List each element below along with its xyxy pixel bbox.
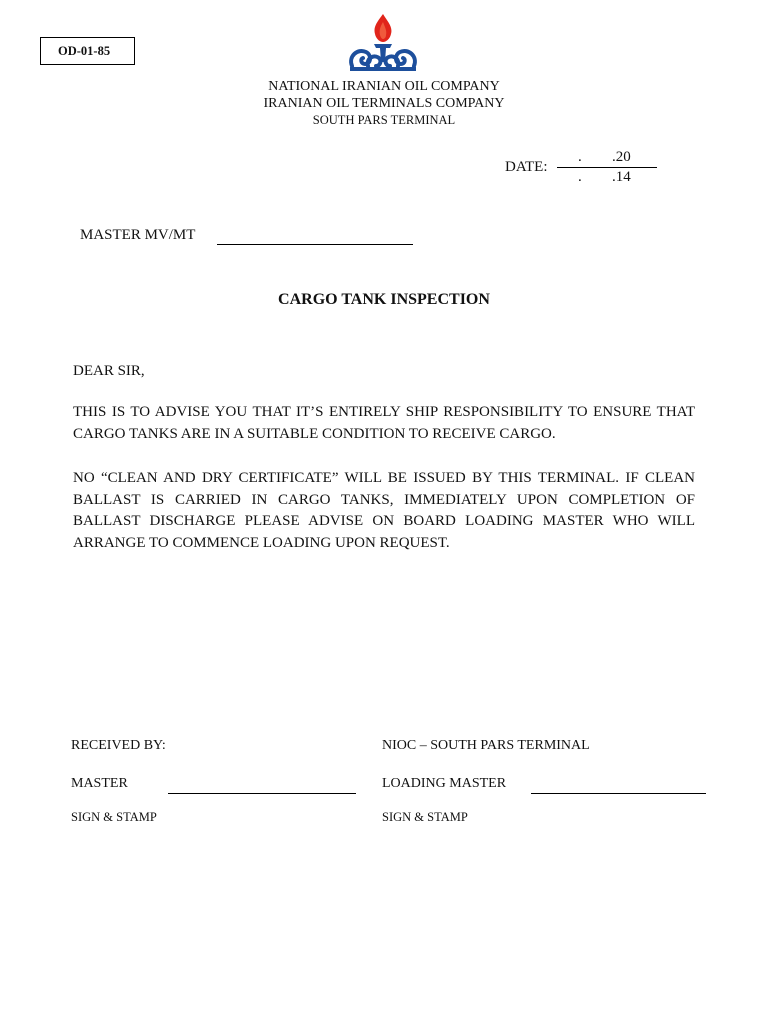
subsidiary-name: IRANIAN OIL TERMINALS COMPANY bbox=[263, 96, 505, 111]
company-name: NATIONAL IRANIAN OIL COMPANY bbox=[268, 79, 500, 94]
date-bottom-value: .14 bbox=[612, 169, 631, 185]
master-vessel-field[interactable] bbox=[217, 244, 413, 245]
terminal-signature-heading: NIOC – SOUTH PARS TERMINAL bbox=[382, 738, 590, 753]
form-code: OD-01-85 bbox=[40, 37, 135, 65]
loading-master-signature-field[interactable] bbox=[531, 793, 706, 794]
date-top-value: .20 bbox=[612, 149, 631, 165]
date-divider bbox=[557, 167, 657, 168]
master-sign-stamp-note: SIGN & STAMP bbox=[71, 810, 157, 824]
body-paragraph-2: NO “CLEAN AND DRY CERTIFICATE” WILL BE ISSUED BY THIS TERMINAL. IF CLEAN BALLAST IS CARRIED IN CARGO TANKS, IMMEDIATELY UPON COMPLETION OF BALLAST DISCHARGE PLEASE ADVISE ON BOARD LOADING MASTER WHO WILL ARRANGE TO COMMENCE LOADING UPON REQUEST. bbox=[73, 470, 695, 551]
date-label: DATE: bbox=[505, 159, 548, 175]
master-signature-field[interactable] bbox=[168, 793, 356, 794]
terminal-name: SOUTH PARS TERMINAL bbox=[312, 113, 456, 127]
body-paragraph-1: THIS IS TO ADVISE YOU THAT IT’S ENTIRELY SHIP RESPONSIBILITY TO ENSURE THAT CARGO TANKS ARE IN A SUITABLE CONDITION TO RECEIVE CARGO. bbox=[73, 404, 695, 442]
document-title: CARGO TANK INSPECTION bbox=[278, 291, 490, 308]
nioc-flame-logo-icon bbox=[344, 12, 422, 74]
loading-master-signature-label: LOADING MASTER bbox=[382, 776, 507, 791]
master-vessel-label: MASTER MV/MT bbox=[80, 227, 196, 243]
master-signature-label: MASTER bbox=[71, 776, 128, 791]
loading-master-sign-stamp-note: SIGN & STAMP bbox=[382, 810, 468, 824]
date-top-dot: . bbox=[578, 149, 582, 165]
date-bottom-dot: . bbox=[578, 169, 582, 185]
salutation: DEAR SIR, bbox=[73, 363, 145, 379]
received-by-heading: RECEIVED BY: bbox=[71, 738, 166, 753]
